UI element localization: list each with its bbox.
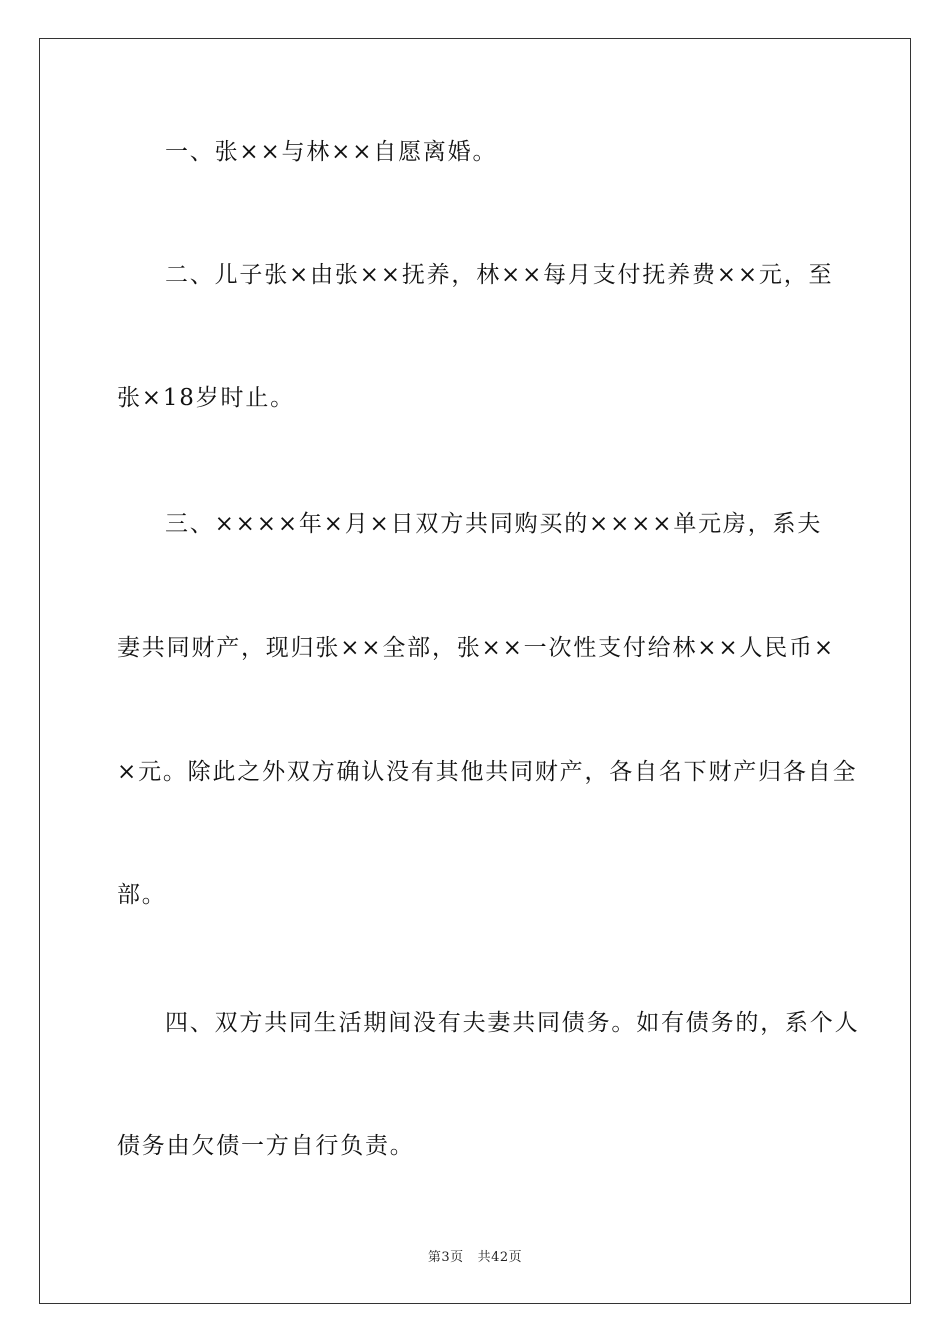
clause-2-line-1: 二、儿子张×由张××抚养，林××每月支付抚养费××元，至 [165, 262, 834, 288]
clause-3-line-3: ×元。除此之外双方确认没有其他共同财产，各自名下财产归各自全 [117, 759, 858, 785]
clause-4-line-2: 债务由欠债一方自行负责。 [117, 1133, 415, 1159]
clause-1-line-1: 一、张××与林××自愿离婚。 [165, 139, 498, 165]
clause-4-line-1: 四、双方共同生活期间没有夫妻共同债务。如有债务的，系个人 [165, 1010, 860, 1036]
page-number: 第3页 [427, 1250, 464, 1265]
clause-3-line-2: 妻共同财产，现归张××全部，张××一次性支付给林××人民币× [117, 635, 835, 661]
clause-3-line-1: 三、××××年×月×日双方共同购买的××××单元房，系夫 [165, 511, 823, 537]
page-border [39, 38, 911, 1304]
clause-3-line-4: 部。 [117, 882, 167, 908]
page-footer [0, 1246, 950, 1265]
clause-2-line-2: 张×18岁时止。 [117, 385, 295, 411]
page-total: 共42页 [477, 1250, 523, 1265]
